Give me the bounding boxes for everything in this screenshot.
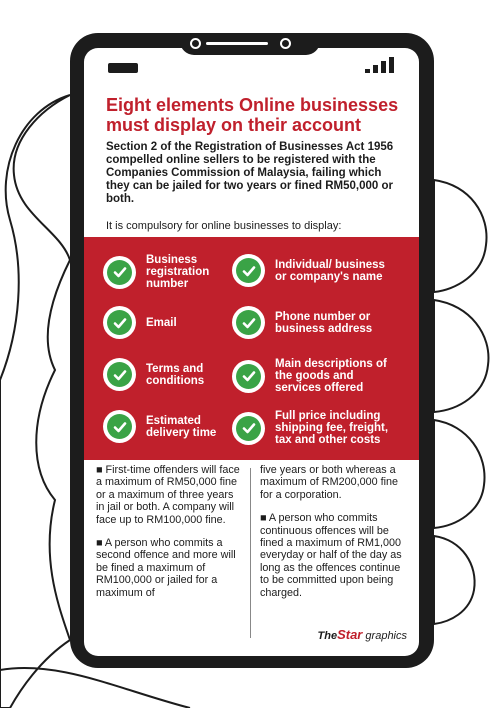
- camera-icon: [280, 38, 291, 49]
- credit-star: Star: [337, 627, 363, 642]
- element-label: Business registration number: [146, 254, 210, 290]
- check-icon: [103, 410, 136, 443]
- lead-text: It is compulsory for online businesses to display:: [106, 220, 342, 232]
- speaker-icon: [206, 42, 268, 45]
- penalties-right-column: [260, 464, 410, 610]
- penalty-paragraph: ■ A person who commits a second offence and more will be fined a maximum of RM100,000 or jailed for a maximum of: [96, 537, 236, 599]
- element-label: Main descriptions of the goods and services offered: [275, 358, 387, 394]
- element-label: Phone number or business address: [275, 310, 373, 335]
- credit-graphics: graphics: [365, 630, 407, 642]
- check-icon: [103, 306, 136, 339]
- element-label: Estimated delivery time: [146, 414, 217, 439]
- column-divider: [250, 468, 251, 638]
- penalties-left-column: [96, 464, 242, 610]
- intro-paragraph: Section 2 of the Registration of Businesses Act 1956 compelled online sellers to be registered with the Companies Commission of Malaysia, failing which they can be jailed for two years or fined RM50,000 or both.: [106, 141, 394, 205]
- element-item: [103, 410, 243, 443]
- element-label: Full price including shipping fee, freight, tax and other costs: [275, 410, 389, 446]
- penalty-paragraph: five years or both whereas a maximum of RM200,000 fine for a corporation.: [260, 464, 399, 501]
- penalty-paragraph: ■ A person who commits continuous offences will be fined a maximum of RM1,000 everyday or half of the day as long as the offences continue to be committed upon being charged.: [260, 512, 402, 599]
- credit-the: The: [317, 630, 338, 642]
- element-item: [103, 254, 243, 290]
- signal-icon: [365, 57, 397, 73]
- elements-panel: [84, 237, 419, 460]
- element-item: [103, 358, 243, 391]
- element-item: [232, 306, 412, 339]
- phone-notch: [180, 33, 320, 55]
- check-icon: [232, 254, 265, 287]
- check-icon: [232, 412, 265, 445]
- element-item: [232, 410, 412, 446]
- element-item: [232, 358, 412, 394]
- element-item: [103, 306, 243, 339]
- check-icon: [103, 256, 136, 289]
- element-label: Email: [146, 316, 177, 329]
- camera-icon: [190, 38, 201, 49]
- infographic-title: Eight elements Online businesses must display on their account: [106, 95, 399, 135]
- check-icon: [103, 358, 136, 391]
- penalty-paragraph: ■ First-time offenders will face a maximum of RM50,000 fine or a maximum of three years in jail or both. A company will face up to RM100,000 fine.: [96, 464, 240, 526]
- element-label: Individual/ business or company's name: [275, 258, 385, 283]
- element-label: Terms and conditions: [146, 362, 205, 387]
- check-icon: [232, 360, 265, 393]
- element-item: [232, 254, 412, 287]
- check-icon: [232, 306, 265, 339]
- phone-screen: [84, 48, 419, 656]
- graphics-credit: [318, 627, 408, 642]
- battery-icon: [108, 63, 138, 73]
